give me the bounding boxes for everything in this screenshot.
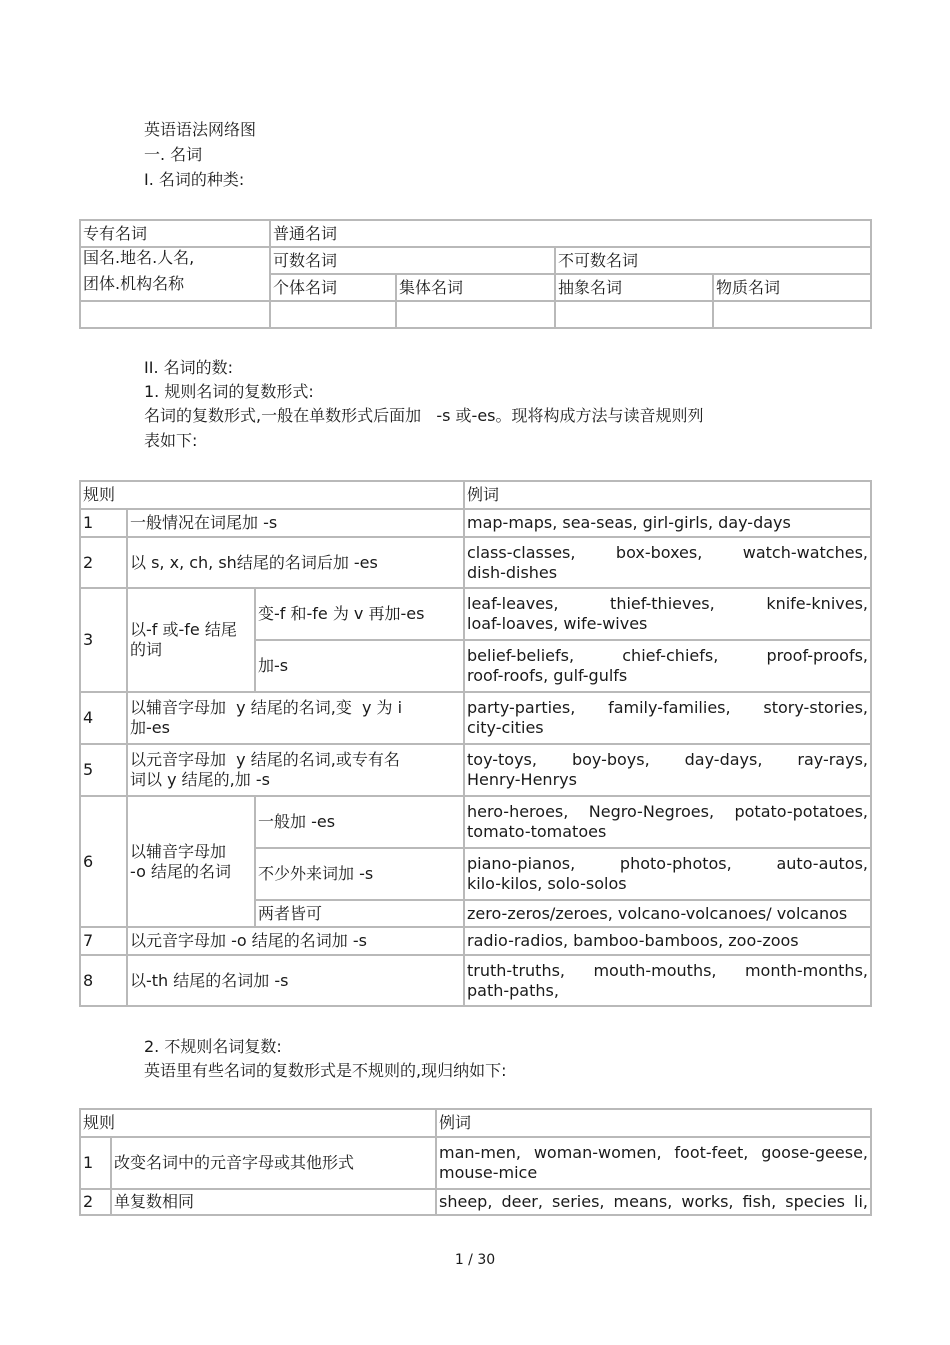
example-cell (464, 955, 871, 1006)
rule-number: 2 (80, 537, 127, 588)
rule-line: 以辅音字母加 y 结尾的名词,变 y 为 i (130, 698, 403, 717)
example-text: zero-zeros/zeroes, volcano-volcanoes/ volcanos (464, 900, 871, 927)
example-line: roof-roofs, gulf-gulfs (467, 666, 628, 685)
document-title: 英语语法网络图 (144, 120, 257, 139)
rule-number: 4 (80, 692, 127, 744)
rule-text: 以-th 结尾的名词加 -s (127, 955, 464, 1006)
rule-line: -o 结尾的名词 (130, 861, 231, 881)
subheading-regular-plurals: 1. 规则名词的复数形式: (144, 382, 314, 401)
example-line: piano-pianos, photo-photos, auto-autos, (467, 854, 868, 873)
table-header-example: 例词 (436, 1109, 871, 1137)
proper-noun-desc-line: 国名.地名.人名, (83, 248, 195, 267)
rule-text: 一般情况在词尾加 -s (127, 509, 464, 537)
noun-types-table (79, 219, 872, 329)
paragraph-regular-plurals: 名词的复数形式,一般在单数形式后面加 -s 或-es。现将构成方法与读音规则列 (144, 406, 704, 425)
example-line: man-men, woman-women, foot-feet, goose-geese, (439, 1143, 869, 1162)
empty-cell (270, 301, 396, 328)
sub-rule-text: 变-f 和-fe 为 v 再加-es (255, 588, 464, 640)
section-noun-types: I. 名词的种类: (144, 170, 245, 189)
rule-number: 7 (80, 927, 127, 955)
proper-noun-desc-line: 团体.机构名称 (83, 274, 185, 293)
table-header-rule: 规则 (80, 1109, 436, 1137)
example-line: hero-heroes, Negro-Negroes, potato-potatoes, (467, 802, 868, 821)
rule-line: 以元音字母加 y 结尾的名词,或专有名 (130, 750, 400, 769)
rule-number: 1 (80, 1137, 111, 1189)
rule-text: 单复数相同 (111, 1189, 436, 1215)
example-line: loaf-loaves, wife-wives (467, 614, 648, 633)
sub-rule-text: 两者皆可 (255, 900, 464, 927)
example-cell (464, 744, 871, 796)
example-line: kilo-kilos, solo-solos (467, 874, 627, 893)
rule-line: 以-f 或-fe 结尾 (130, 620, 237, 639)
sub-rule-text: 一般加 -es (255, 796, 464, 848)
example-line: party-parties, family-families, story-stories, (467, 698, 868, 717)
example-line: path-paths, (467, 980, 559, 1000)
example-cell (464, 588, 871, 640)
proper-noun-cell: 专有名词 (80, 220, 270, 247)
abstract-noun-cell: 抽象名词 (555, 274, 713, 301)
example-line: mouse-mice (439, 1163, 538, 1182)
rule-text-cell (127, 588, 255, 692)
paragraph-regular-plurals-cont: 表如下: (144, 431, 198, 450)
irregular-plural-table (79, 1108, 872, 1216)
example-cell (464, 796, 871, 848)
example-line: belief-beliefs, chief-chiefs, proof-proofs, (467, 646, 868, 665)
rule-number: 3 (80, 588, 127, 692)
table-header-example: 例词 (464, 481, 871, 509)
regular-plural-table (79, 480, 872, 1007)
heading-nouns: 一. 名词 (144, 145, 203, 164)
rule-text: 以 s, x, ch, sh结尾的名词后加 -es (127, 537, 464, 588)
rule-number: 1 (80, 509, 127, 537)
collective-noun-cell: 集体名词 (396, 274, 555, 301)
example-line: tomato-tomatoes (467, 822, 607, 841)
rule-number: 2 (80, 1189, 111, 1215)
paragraph-irregular-plurals: 英语里有些名词的复数形式是不规则的,现归纳如下: (144, 1061, 507, 1080)
example-line: toy-toys, boy-boys, day-days, ray-rays, (467, 750, 868, 769)
example-text: map-maps, sea-seas, girl-girls, day-days (464, 509, 871, 537)
example-line: truth-truths, mouth-mouths, month-months, (467, 960, 868, 980)
example-line: dish-dishes (467, 562, 558, 582)
rule-line: 词以 y 结尾的,加 -s (130, 770, 270, 789)
rule-text: 改变名词中的元音字母或其他形式 (111, 1137, 436, 1189)
rule-line: 的词 (130, 640, 163, 659)
example-line: class-classes, box-boxes, watch-watches, (467, 542, 868, 562)
rule-text-cell (127, 692, 464, 744)
uncountable-noun-cell: 不可数名词 (555, 247, 871, 274)
example-cell (436, 1137, 871, 1189)
rule-number: 6 (80, 796, 127, 927)
rule-number: 8 (80, 955, 127, 1006)
rule-text-cell (127, 744, 464, 796)
example-text: radio-radios, bamboo-bamboos, zoo-zoos (464, 927, 871, 955)
individual-noun-cell: 个体名词 (270, 274, 396, 301)
subheading-irregular-plurals: 2. 不规则名词复数: (144, 1037, 282, 1056)
countable-noun-cell: 可数名词 (270, 247, 555, 274)
rule-number: 5 (80, 744, 127, 796)
material-noun-cell: 物质名词 (713, 274, 871, 301)
empty-cell (80, 301, 270, 328)
rule-text: 以元音字母加 -o 结尾的名词加 -s (127, 927, 464, 955)
page-number: 1 / 30 (454, 1252, 496, 1268)
example-cell (464, 848, 871, 900)
empty-cell (713, 301, 871, 328)
rule-text-cell (127, 796, 255, 927)
table-header-rule: 规则 (80, 481, 464, 509)
section-noun-number: II. 名词的数: (144, 358, 234, 377)
example-text: sheep, deer, series, means, works, fish, species li, (436, 1189, 871, 1215)
example-line: city-cities (467, 718, 544, 737)
empty-cell (555, 301, 713, 328)
sub-rule-text: 不少外来词加 -s (255, 848, 464, 900)
example-line: Henry-Henrys (467, 770, 577, 789)
rule-line: 加-es (130, 718, 170, 737)
example-cell (464, 640, 871, 692)
rule-line: 以辅音字母加 (130, 841, 227, 861)
common-noun-cell: 普通名词 (270, 220, 871, 247)
sub-rule-text: 加-s (255, 640, 464, 692)
example-cell (464, 537, 871, 588)
proper-noun-desc-cell (80, 247, 270, 301)
example-line: leaf-leaves, thief-thieves, knife-knives, (467, 594, 868, 613)
example-cell (464, 692, 871, 744)
empty-cell (396, 301, 555, 328)
